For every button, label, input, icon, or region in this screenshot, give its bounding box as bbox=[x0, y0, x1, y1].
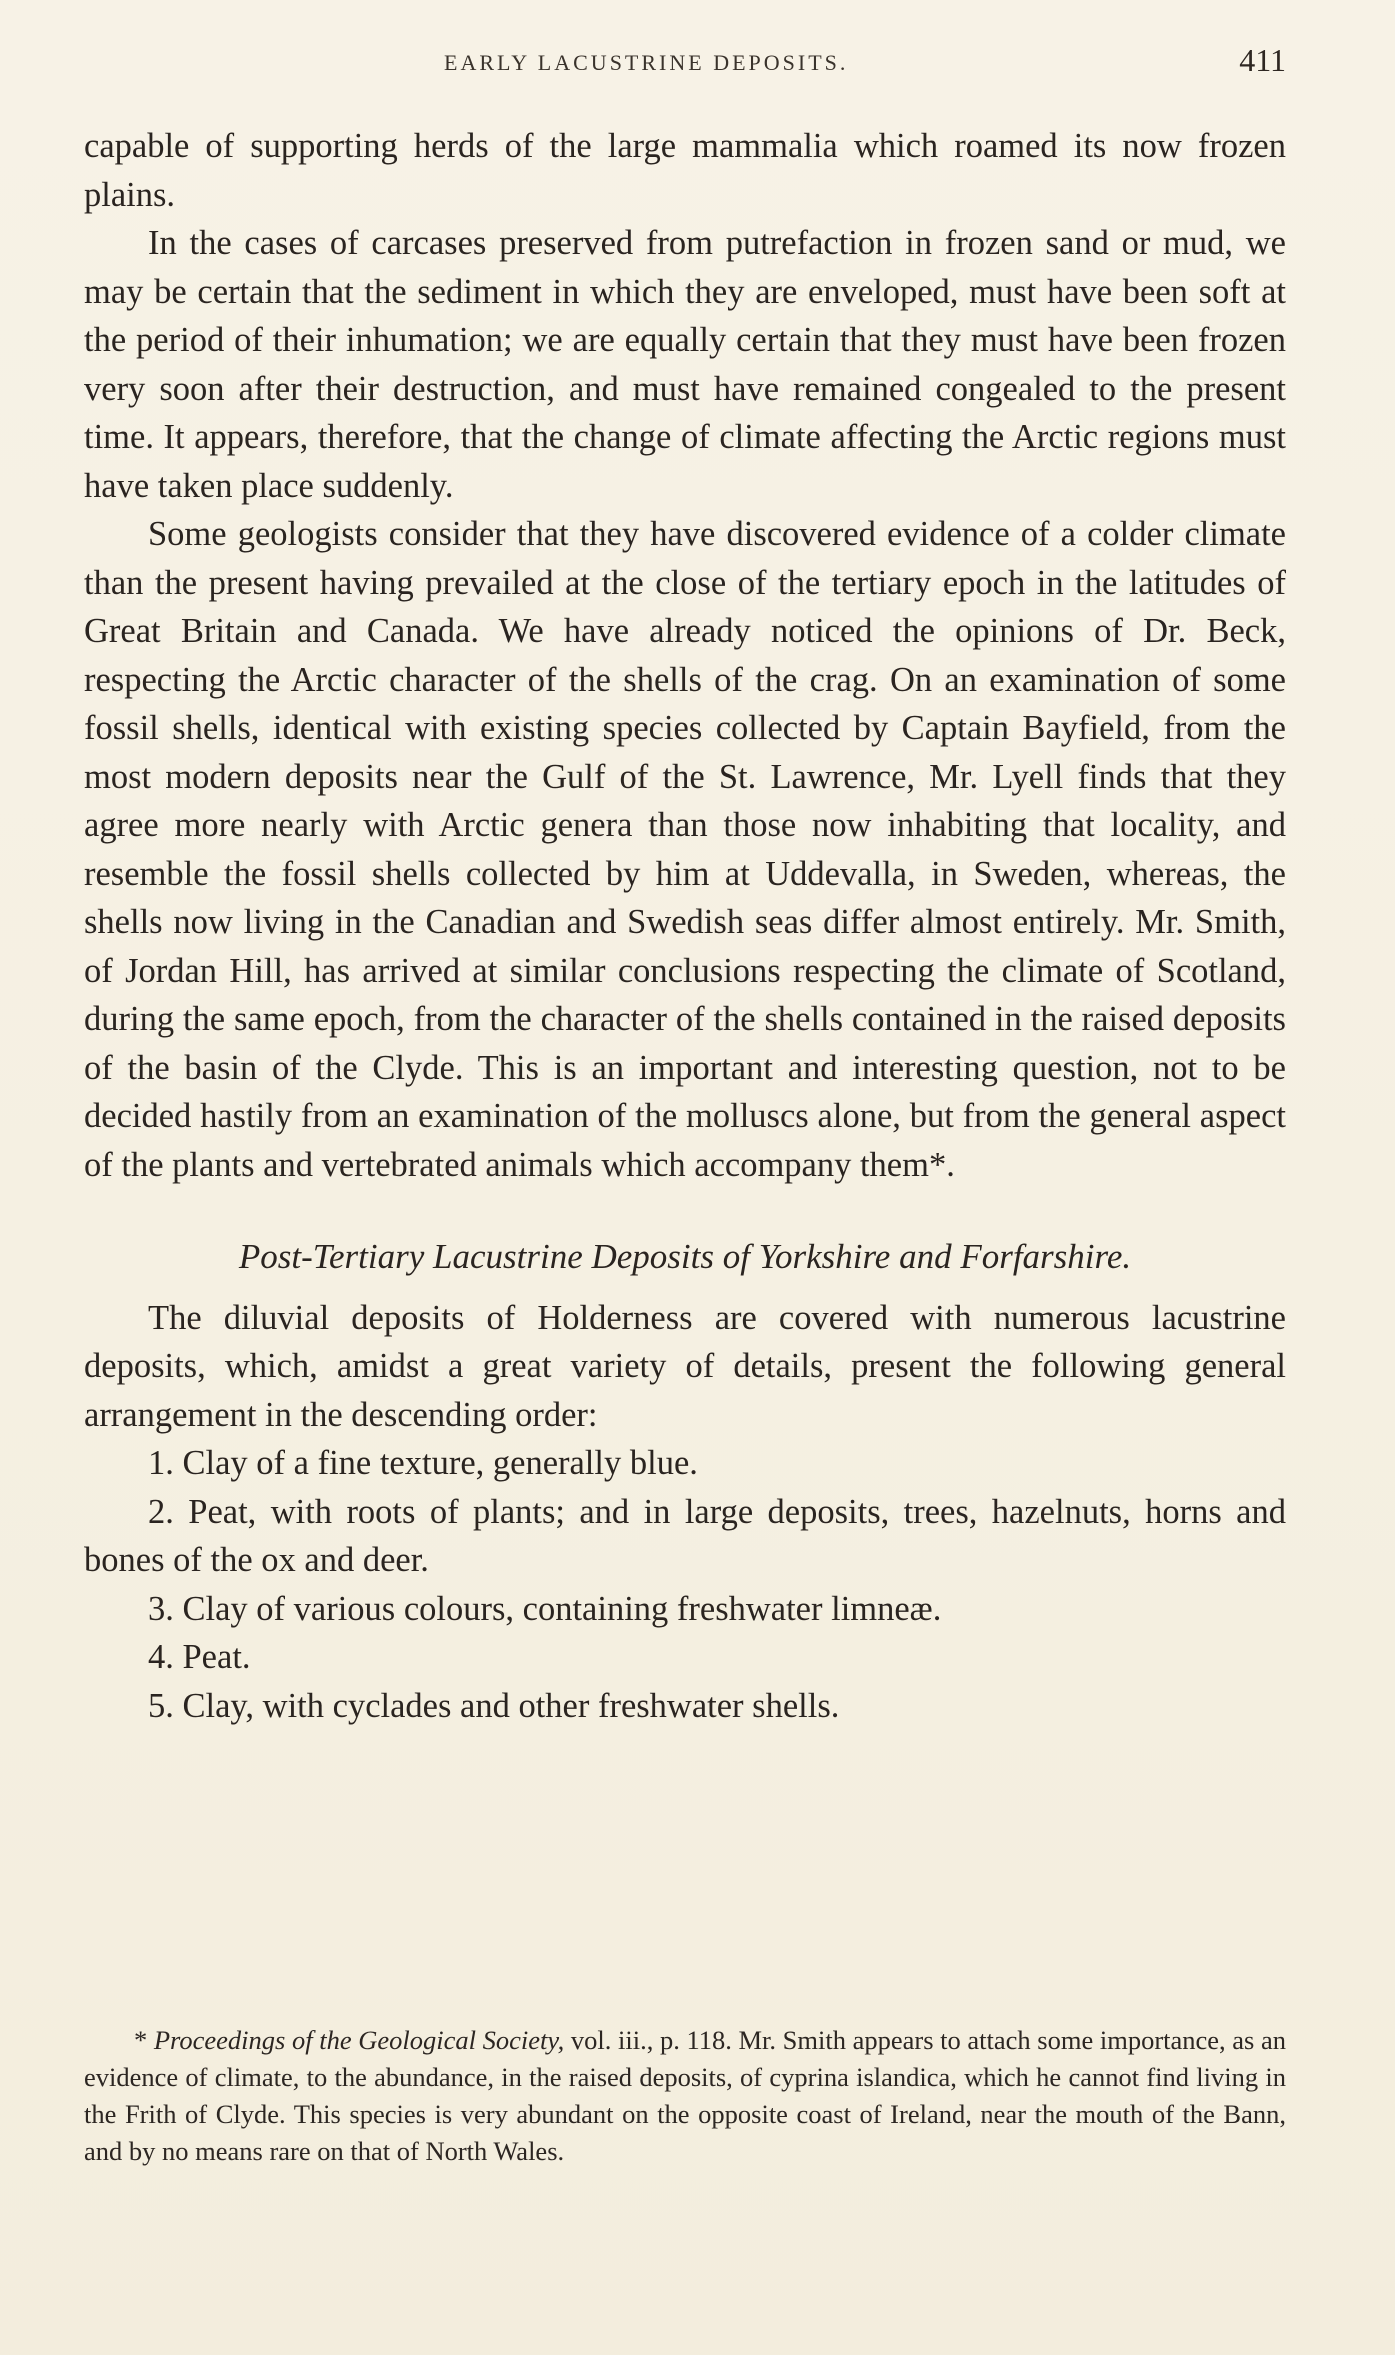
list-item bbox=[84, 1439, 1286, 1488]
list-item bbox=[84, 1585, 1286, 1634]
paragraph-3: Some geologists consider that they have discovered evidence of a colder climate than the present having prevailed at the close of the tertiary epoch in the latitudes of Great Britain and Canada. We have already noticed the opinions of Dr. Beck, respecting the Arctic character of the shells of the crag. On an examination of some fossil shells, identical with existing species collected by Captain Bayfield, from the most modern deposits near the Gulf of the St. Lawrence, Mr. Lyell finds that they agree more nearly with Arctic genera than those now inhabiting that locality, and resemble the fossil shells collected by him at Uddevalla, in Sweden, whereas, the shells now living in the Canadian and Swedish seas differ almost entirely. Mr. Smith, of Jordan Hill, has arrived at similar conclusions respecting the climate of Scotland, during the same epoch, from the character of the shells contained in the raised deposits of the basin of the Clyde. This is an important and interesting question, not to be decided hastily from an examination of the molluscs alone, but from the general aspect of the plants and vertebrated animals which accompany them*. bbox=[84, 515, 1286, 1184]
footnote bbox=[84, 2022, 1286, 2170]
list-item-number: 4. bbox=[148, 1638, 174, 1676]
list-item-text: Clay of a fine texture, generally blue. bbox=[182, 1444, 698, 1482]
list-item-number: 3. bbox=[148, 1589, 174, 1628]
page-number: 411 bbox=[1239, 42, 1286, 78]
section-heading: Post-Tertiary Lacustrine Deposits of Yorkshire and Forfarshire. bbox=[238, 1237, 1132, 1276]
list-item-number: 5. bbox=[148, 1686, 174, 1725]
list-item bbox=[84, 1488, 1286, 1585]
list-item-text: Clay, with cyclades and other freshwater shells. bbox=[182, 1686, 840, 1725]
paragraph-2: In the cases of carcases preserved from putrefaction in frozen sand or mud, we may be certain that the sediment in which they are enveloped, must have been soft at the period of their inhumation; we are equally certain that they must have been frozen very soon after their destruction, and must have remained congealed to the present time. It appears, therefore, that the change of climate affecting the Arctic regions must have taken place suddenly. bbox=[84, 224, 1286, 505]
running-head: EARLY LACUSTRINE DEPOSITS. bbox=[444, 50, 849, 75]
list-item bbox=[84, 1682, 1286, 1731]
page-header bbox=[84, 42, 1286, 86]
footnote-marker: * bbox=[134, 2025, 148, 2055]
list-item-number: 2. bbox=[148, 1492, 174, 1531]
footnote-text: vol. iii., p. 118. Mr. Smith appears to attach some importance, as an evidence of climate, to the abundance, in the raised deposits, of cyprina islandica, which he cannot find living in the Frith of Clyde. This species is very abundant on the opposite coast of Ireland, near the mouth of the Bann, and by no means rare on that of North Wales. bbox=[84, 2025, 1287, 2166]
list-item-text: Peat, with roots of plants; and in large deposits, trees, hazelnuts, horns and bones of the ox and deer. bbox=[84, 1492, 1286, 1579]
list-item-number: 1. bbox=[148, 1444, 174, 1482]
list-item-text: Peat. bbox=[182, 1638, 251, 1676]
footnote-reference: Proceedings of the Geological Society, bbox=[153, 2025, 565, 2055]
main-text bbox=[84, 122, 1286, 1730]
list-item bbox=[84, 1633, 1286, 1682]
paragraph-1: capable of supporting herds of the large mammalia which roamed its now frozen plains. bbox=[84, 127, 1286, 214]
paragraph-4: The diluvial deposits of Holderness are covered with numerous lacustrine deposits, which, amidst a great variety of details, present the following general arrangement in the descending order: bbox=[84, 1298, 1286, 1434]
deposit-list bbox=[84, 1439, 1286, 1730]
list-item-text: Clay of various colours, containing freshwater limneæ. bbox=[182, 1589, 942, 1628]
